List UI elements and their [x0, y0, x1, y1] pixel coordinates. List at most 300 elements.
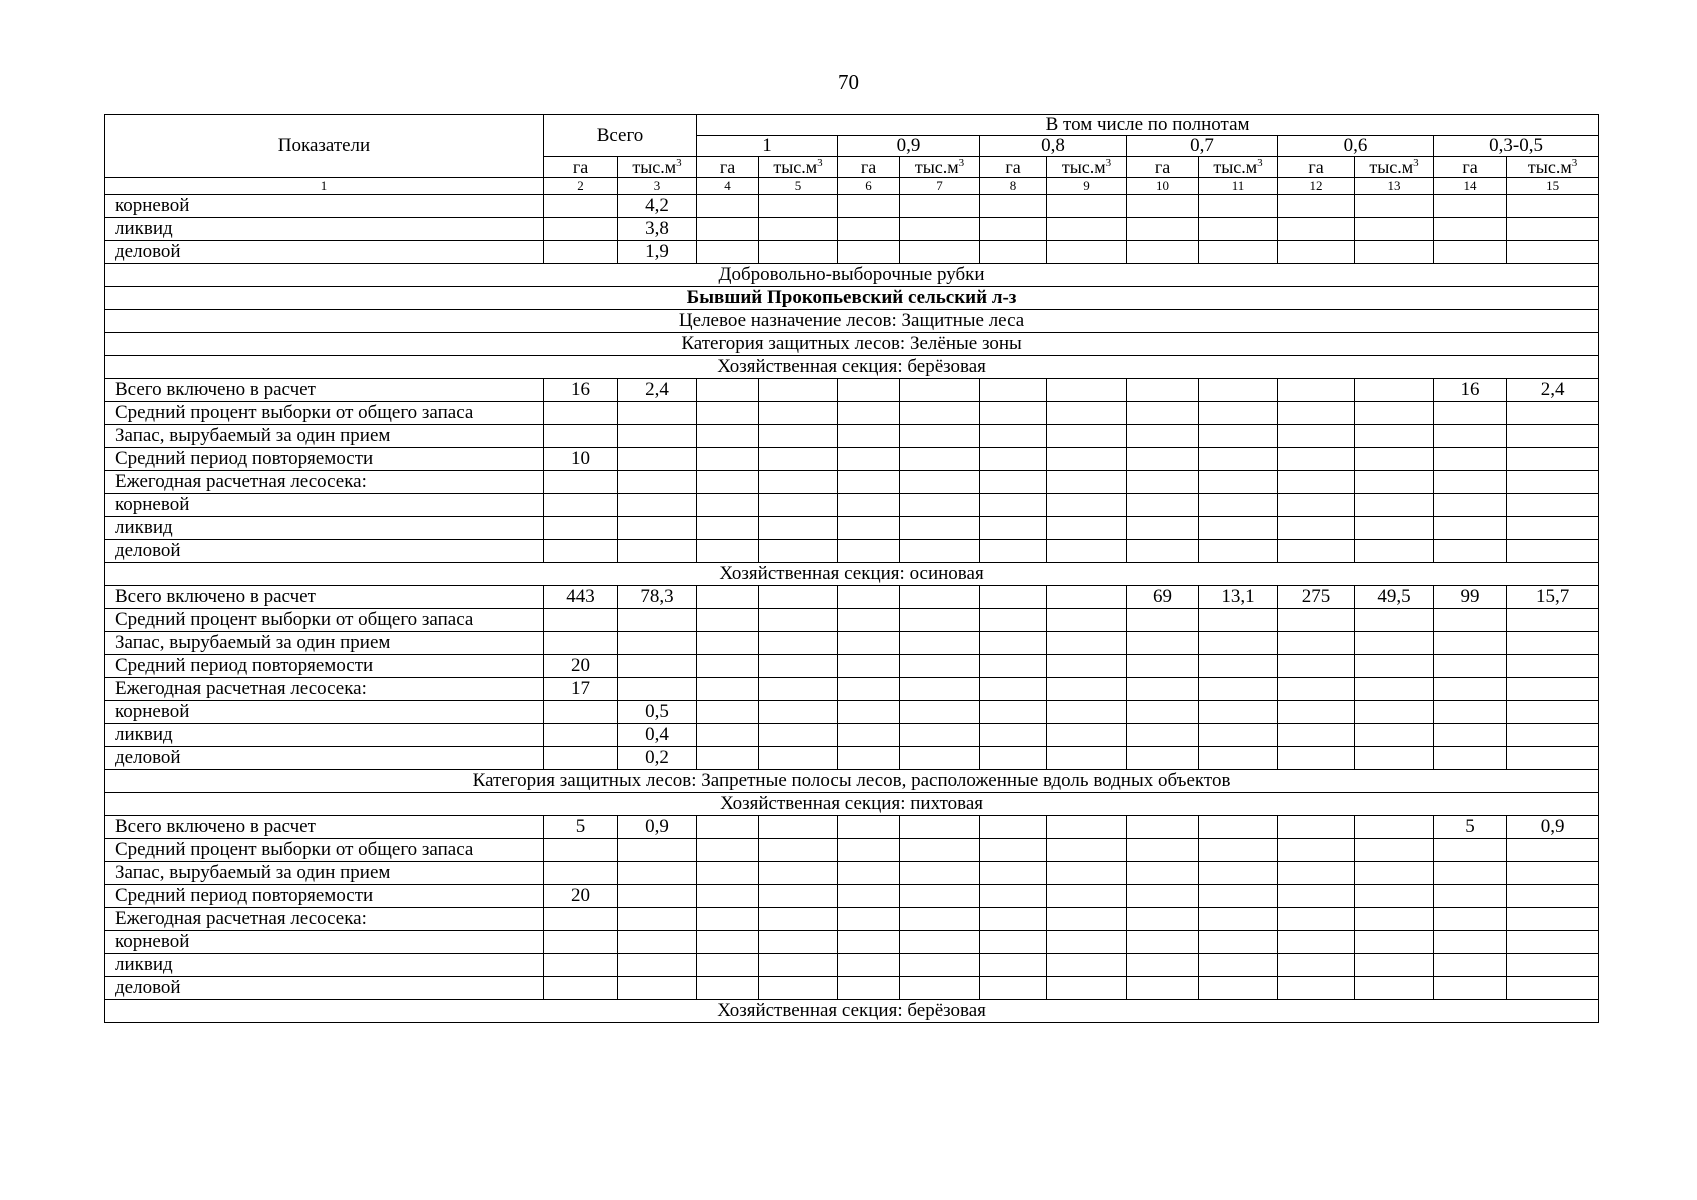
- table-cell: [697, 908, 759, 931]
- header-column-number: 10: [1127, 178, 1199, 195]
- table-cell: [697, 977, 759, 1000]
- unit-volume-base: тыс.м: [1527, 157, 1572, 177]
- table-cell: [838, 609, 900, 632]
- table-cell: [1278, 425, 1355, 448]
- table-cell: [759, 908, 838, 931]
- table-cell: [697, 494, 759, 517]
- table-cell: 2,4: [1507, 379, 1599, 402]
- table-cell: [1127, 885, 1199, 908]
- table-cell: 16: [544, 379, 618, 402]
- table-cell: [1278, 908, 1355, 931]
- table-cell: 1,9: [618, 241, 697, 264]
- table-cell: [697, 195, 759, 218]
- table-cell: [618, 448, 697, 471]
- table-cell: [697, 517, 759, 540]
- table-cell: [1278, 494, 1355, 517]
- table-cell: [1047, 494, 1127, 517]
- table-cell: [1199, 885, 1278, 908]
- table-cell: [1434, 471, 1507, 494]
- table-cell: 69: [1127, 586, 1199, 609]
- table-cell: [1507, 241, 1599, 264]
- table-cell: [618, 977, 697, 1000]
- row-label: Запас, вырубаемый за один прием: [105, 425, 544, 448]
- table-cell: 16: [1434, 379, 1507, 402]
- table-cell: [1127, 241, 1199, 264]
- table-cell: [980, 425, 1047, 448]
- table-cell: [1047, 747, 1127, 770]
- table-cell: [1434, 609, 1507, 632]
- table-cell: [544, 839, 618, 862]
- header-column-number: 1: [105, 178, 544, 195]
- table-cell: 13,1: [1199, 586, 1278, 609]
- table-row: [105, 517, 1599, 540]
- table-cell: 443: [544, 586, 618, 609]
- table-row: [105, 379, 1599, 402]
- table-cell: [544, 517, 618, 540]
- table-cell: [618, 655, 697, 678]
- table-cell: [838, 448, 900, 471]
- table-cell: [1434, 908, 1507, 931]
- table-cell: [1278, 402, 1355, 425]
- section-title: Категория защитных лесов: Запретные полосы лесов, расположенные вдоль водных объектов: [105, 770, 1599, 793]
- table-cell: [1047, 402, 1127, 425]
- table-cell: [1278, 747, 1355, 770]
- header-column-number: 3: [618, 178, 697, 195]
- row-label: Ежегодная расчетная лесосека:: [105, 908, 544, 931]
- table-cell: [544, 931, 618, 954]
- table-cell: [1127, 954, 1199, 977]
- table-cell: [544, 540, 618, 563]
- table-cell: [1047, 241, 1127, 264]
- table-cell: [900, 977, 980, 1000]
- table-cell: [759, 471, 838, 494]
- table-cell: [544, 701, 618, 724]
- table-cell: [980, 954, 1047, 977]
- table-cell: [697, 425, 759, 448]
- table-cell: [1047, 816, 1127, 839]
- table-row: [105, 471, 1599, 494]
- table-cell: [838, 954, 900, 977]
- table-cell: [1355, 655, 1434, 678]
- row-label: Средний период повторяемости: [105, 885, 544, 908]
- header-density-4: 0,6: [1278, 136, 1434, 157]
- row-label: Запас, вырубаемый за один прием: [105, 632, 544, 655]
- table-cell: 0,4: [618, 724, 697, 747]
- section-row: [105, 287, 1599, 310]
- header-density-1: 0,9: [838, 136, 980, 157]
- table-cell: [838, 885, 900, 908]
- table-cell: [1507, 678, 1599, 701]
- table-cell: [980, 701, 1047, 724]
- header-column-number: 11: [1199, 178, 1278, 195]
- table-cell: [1278, 885, 1355, 908]
- table-cell: [1434, 632, 1507, 655]
- table-cell: [980, 931, 1047, 954]
- table-cell: [900, 862, 980, 885]
- table-cell: [544, 954, 618, 977]
- table-cell: [1355, 839, 1434, 862]
- table-cell: [1434, 494, 1507, 517]
- table-cell: 15,7: [1507, 586, 1599, 609]
- header-unit-volume: [759, 157, 838, 178]
- table-cell: [1127, 540, 1199, 563]
- table-cell: [759, 402, 838, 425]
- section-row: [105, 770, 1599, 793]
- table-cell: [697, 724, 759, 747]
- row-label: Ежегодная расчетная лесосека:: [105, 471, 544, 494]
- table-cell: [618, 471, 697, 494]
- table-cell: [1434, 402, 1507, 425]
- table-cell: [1434, 724, 1507, 747]
- header-column-number: 9: [1047, 178, 1127, 195]
- table-cell: [1278, 448, 1355, 471]
- section-row: [105, 793, 1599, 816]
- table-cell: [1507, 977, 1599, 1000]
- table-cell: [1355, 701, 1434, 724]
- table-cell: [980, 448, 1047, 471]
- table-cell: [1355, 862, 1434, 885]
- header-unit-volume: [1047, 157, 1127, 178]
- row-label: корневой: [105, 195, 544, 218]
- table-cell: [980, 862, 1047, 885]
- table-cell: [697, 954, 759, 977]
- table-cell: [759, 632, 838, 655]
- header-column-number: 14: [1434, 178, 1507, 195]
- table-cell: [900, 885, 980, 908]
- table-cell: [1127, 747, 1199, 770]
- table-cell: [1047, 724, 1127, 747]
- table-cell: [1434, 747, 1507, 770]
- table-cell: 20: [544, 885, 618, 908]
- table-cell: [980, 517, 1047, 540]
- table-cell: [1047, 839, 1127, 862]
- table-cell: [1507, 494, 1599, 517]
- table-row: [105, 655, 1599, 678]
- table-cell: [544, 195, 618, 218]
- table-cell: [838, 632, 900, 655]
- table-cell: [838, 402, 900, 425]
- table-cell: [1434, 517, 1507, 540]
- table-cell: [1047, 471, 1127, 494]
- header-unit-ha: га: [1434, 157, 1507, 178]
- row-label: деловой: [105, 747, 544, 770]
- table-cell: [618, 931, 697, 954]
- table-cell: [1047, 425, 1127, 448]
- table-cell: [980, 885, 1047, 908]
- table-row: [105, 977, 1599, 1000]
- table-cell: [838, 724, 900, 747]
- table-cell: [980, 195, 1047, 218]
- table-cell: [759, 586, 838, 609]
- table-cell: [618, 540, 697, 563]
- table-cell: [759, 724, 838, 747]
- table-cell: [1278, 195, 1355, 218]
- unit-volume-exponent: 3: [1257, 157, 1263, 169]
- header-density-3: 0,7: [1127, 136, 1278, 157]
- table-cell: [1278, 379, 1355, 402]
- table-cell: [980, 678, 1047, 701]
- table-cell: [759, 379, 838, 402]
- table-row: [105, 839, 1599, 862]
- table-cell: [1507, 885, 1599, 908]
- table-cell: [838, 471, 900, 494]
- table-cell: [697, 701, 759, 724]
- table-cell: [697, 747, 759, 770]
- table-cell: [1434, 195, 1507, 218]
- header-unit-volume: [1199, 157, 1278, 178]
- header-unit-volume: [1507, 157, 1599, 178]
- header-unit-volume: [900, 157, 980, 178]
- table-cell: [900, 425, 980, 448]
- unit-volume-exponent: 3: [1413, 157, 1419, 169]
- table-cell: [900, 931, 980, 954]
- table-cell: [1199, 609, 1278, 632]
- table-cell: [1355, 517, 1434, 540]
- table-cell: [980, 839, 1047, 862]
- table-cell: [838, 494, 900, 517]
- table-cell: [1127, 609, 1199, 632]
- section-title: Хозяйственная секция: пихтовая: [105, 793, 1599, 816]
- table-cell: [1507, 839, 1599, 862]
- table-cell: [1199, 724, 1278, 747]
- table-cell: [697, 448, 759, 471]
- table-cell: [1507, 402, 1599, 425]
- table-cell: [1127, 632, 1199, 655]
- table-cell: [759, 678, 838, 701]
- table-cell: [980, 655, 1047, 678]
- table-cell: [697, 218, 759, 241]
- table-cell: [1434, 862, 1507, 885]
- table-cell: [697, 931, 759, 954]
- table-cell: [1355, 816, 1434, 839]
- row-label: Средний период повторяемости: [105, 655, 544, 678]
- table-cell: [838, 517, 900, 540]
- table-cell: [900, 218, 980, 241]
- table-cell: [618, 517, 697, 540]
- table-cell: [1434, 839, 1507, 862]
- table-cell: [759, 747, 838, 770]
- table-cell: [759, 425, 838, 448]
- unit-volume-base: тыс.м: [1061, 157, 1106, 177]
- table-cell: [1047, 655, 1127, 678]
- unit-volume-base: тыс.м: [914, 157, 959, 177]
- table-cell: 0,2: [618, 747, 697, 770]
- unit-volume-exponent: 3: [1571, 157, 1578, 169]
- table-cell: [1127, 218, 1199, 241]
- table-cell: [900, 241, 980, 264]
- header-column-number: 4: [697, 178, 759, 195]
- table-cell: [1434, 977, 1507, 1000]
- table-cell: [1278, 517, 1355, 540]
- section-row: [105, 1000, 1599, 1023]
- table-cell: [697, 655, 759, 678]
- table-cell: [1278, 701, 1355, 724]
- table-cell: [900, 540, 980, 563]
- table-cell: [1507, 655, 1599, 678]
- table-row: [105, 931, 1599, 954]
- table-row: [105, 540, 1599, 563]
- table-row: [105, 816, 1599, 839]
- table-cell: [1127, 908, 1199, 931]
- section-title: Целевое назначение лесов: Защитные леса: [105, 310, 1599, 333]
- row-label: Средний процент выборки от общего запаса: [105, 402, 544, 425]
- table-cell: [1127, 701, 1199, 724]
- table-cell: [1278, 977, 1355, 1000]
- table-cell: [838, 908, 900, 931]
- table-cell: [1355, 724, 1434, 747]
- table-cell: [980, 609, 1047, 632]
- header-column-number: 12: [1278, 178, 1355, 195]
- table-cell: [1507, 609, 1599, 632]
- table-cell: [1199, 839, 1278, 862]
- table-cell: 275: [1278, 586, 1355, 609]
- table-cell: [1127, 517, 1199, 540]
- table-cell: [1199, 977, 1278, 1000]
- table-cell: [900, 195, 980, 218]
- section-row: [105, 563, 1599, 586]
- table-cell: [980, 218, 1047, 241]
- table-cell: [900, 954, 980, 977]
- row-label: Всего включено в расчет: [105, 379, 544, 402]
- row-label: ликвид: [105, 517, 544, 540]
- table-cell: [900, 402, 980, 425]
- row-label: Средний период повторяемости: [105, 448, 544, 471]
- table-cell: [1434, 241, 1507, 264]
- row-label: корневой: [105, 931, 544, 954]
- row-label: корневой: [105, 494, 544, 517]
- table-header: [105, 115, 1599, 195]
- table-cell: [900, 471, 980, 494]
- table-cell: [1434, 448, 1507, 471]
- table-cell: [618, 632, 697, 655]
- table-cell: [1127, 839, 1199, 862]
- header-column-number: 13: [1355, 178, 1434, 195]
- unit-volume-base: тыс.м: [632, 157, 677, 177]
- table-cell: [1355, 885, 1434, 908]
- table-cell: [618, 862, 697, 885]
- table-cell: [1355, 609, 1434, 632]
- table-row: [105, 609, 1599, 632]
- row-label: Всего включено в расчет: [105, 586, 544, 609]
- table-cell: [838, 747, 900, 770]
- table-cell: [1434, 218, 1507, 241]
- table-cell: [1127, 195, 1199, 218]
- row-label: корневой: [105, 701, 544, 724]
- table-cell: [618, 954, 697, 977]
- table-cell: [1047, 977, 1127, 1000]
- table-cell: [759, 195, 838, 218]
- table-cell: 0,9: [618, 816, 697, 839]
- unit-volume-base: тыс.м: [1213, 157, 1258, 177]
- row-label: ликвид: [105, 954, 544, 977]
- table-cell: [1199, 632, 1278, 655]
- table-cell: [838, 977, 900, 1000]
- table-cell: [618, 908, 697, 931]
- row-label: деловой: [105, 241, 544, 264]
- header-column-number: 7: [900, 178, 980, 195]
- table-cell: [759, 839, 838, 862]
- unit-volume-exponent: 3: [817, 157, 823, 169]
- table-cell: [697, 816, 759, 839]
- table-cell: [900, 678, 980, 701]
- table-cell: [697, 540, 759, 563]
- unit-volume-base: тыс.м: [1369, 157, 1414, 177]
- table-cell: [697, 609, 759, 632]
- header-column-number: 5: [759, 178, 838, 195]
- table-cell: 49,5: [1355, 586, 1434, 609]
- table-cell: [1278, 471, 1355, 494]
- table-cell: [1507, 471, 1599, 494]
- table-cell: [1199, 471, 1278, 494]
- table-cell: [759, 977, 838, 1000]
- table-cell: [697, 885, 759, 908]
- table-cell: [1355, 218, 1434, 241]
- table-cell: [980, 977, 1047, 1000]
- table-cell: [1507, 448, 1599, 471]
- table-cell: [1047, 632, 1127, 655]
- table-cell: [544, 425, 618, 448]
- table-cell: [1507, 931, 1599, 954]
- row-label: ликвид: [105, 724, 544, 747]
- section-row: [105, 264, 1599, 287]
- table-cell: [900, 747, 980, 770]
- table-cell: [1507, 517, 1599, 540]
- table-cell: [544, 747, 618, 770]
- table-cell: 2,4: [618, 379, 697, 402]
- table-cell: [1355, 678, 1434, 701]
- header-total: Всего: [544, 115, 697, 157]
- page-number: 70: [838, 70, 859, 94]
- table-cell: [900, 609, 980, 632]
- table-cell: [1278, 218, 1355, 241]
- header-column-number: 8: [980, 178, 1047, 195]
- header-row-column-numbers: [105, 178, 1599, 195]
- section-title: Добровольно-выборочные рубки: [105, 264, 1599, 287]
- table-cell: [1047, 517, 1127, 540]
- header-unit-ha: га: [1278, 157, 1355, 178]
- table-cell: [838, 701, 900, 724]
- table-cell: [759, 816, 838, 839]
- row-label: Средний процент выборки от общего запаса: [105, 839, 544, 862]
- header-unit-ha: га: [1127, 157, 1199, 178]
- table-cell: [1047, 954, 1127, 977]
- table-cell: [1199, 816, 1278, 839]
- table-cell: [544, 862, 618, 885]
- table-cell: [838, 195, 900, 218]
- table-cell: [838, 839, 900, 862]
- table-cell: [980, 632, 1047, 655]
- table-cell: [618, 609, 697, 632]
- table-cell: [618, 885, 697, 908]
- table-cell: [1047, 862, 1127, 885]
- table-row: [105, 494, 1599, 517]
- row-label: Ежегодная расчетная лесосека:: [105, 678, 544, 701]
- table-cell: [759, 931, 838, 954]
- table-row: [105, 724, 1599, 747]
- table-cell: [1127, 655, 1199, 678]
- table-cell: [1434, 540, 1507, 563]
- table-cell: [697, 678, 759, 701]
- table-cell: [1127, 471, 1199, 494]
- table-cell: [1507, 218, 1599, 241]
- table-cell: [1278, 540, 1355, 563]
- table-cell: [980, 241, 1047, 264]
- forest-cutting-table: [104, 114, 1599, 1023]
- row-label: Средний процент выборки от общего запаса: [105, 609, 544, 632]
- table-cell: [1127, 931, 1199, 954]
- table-cell: [1199, 379, 1278, 402]
- table-cell: [1127, 816, 1199, 839]
